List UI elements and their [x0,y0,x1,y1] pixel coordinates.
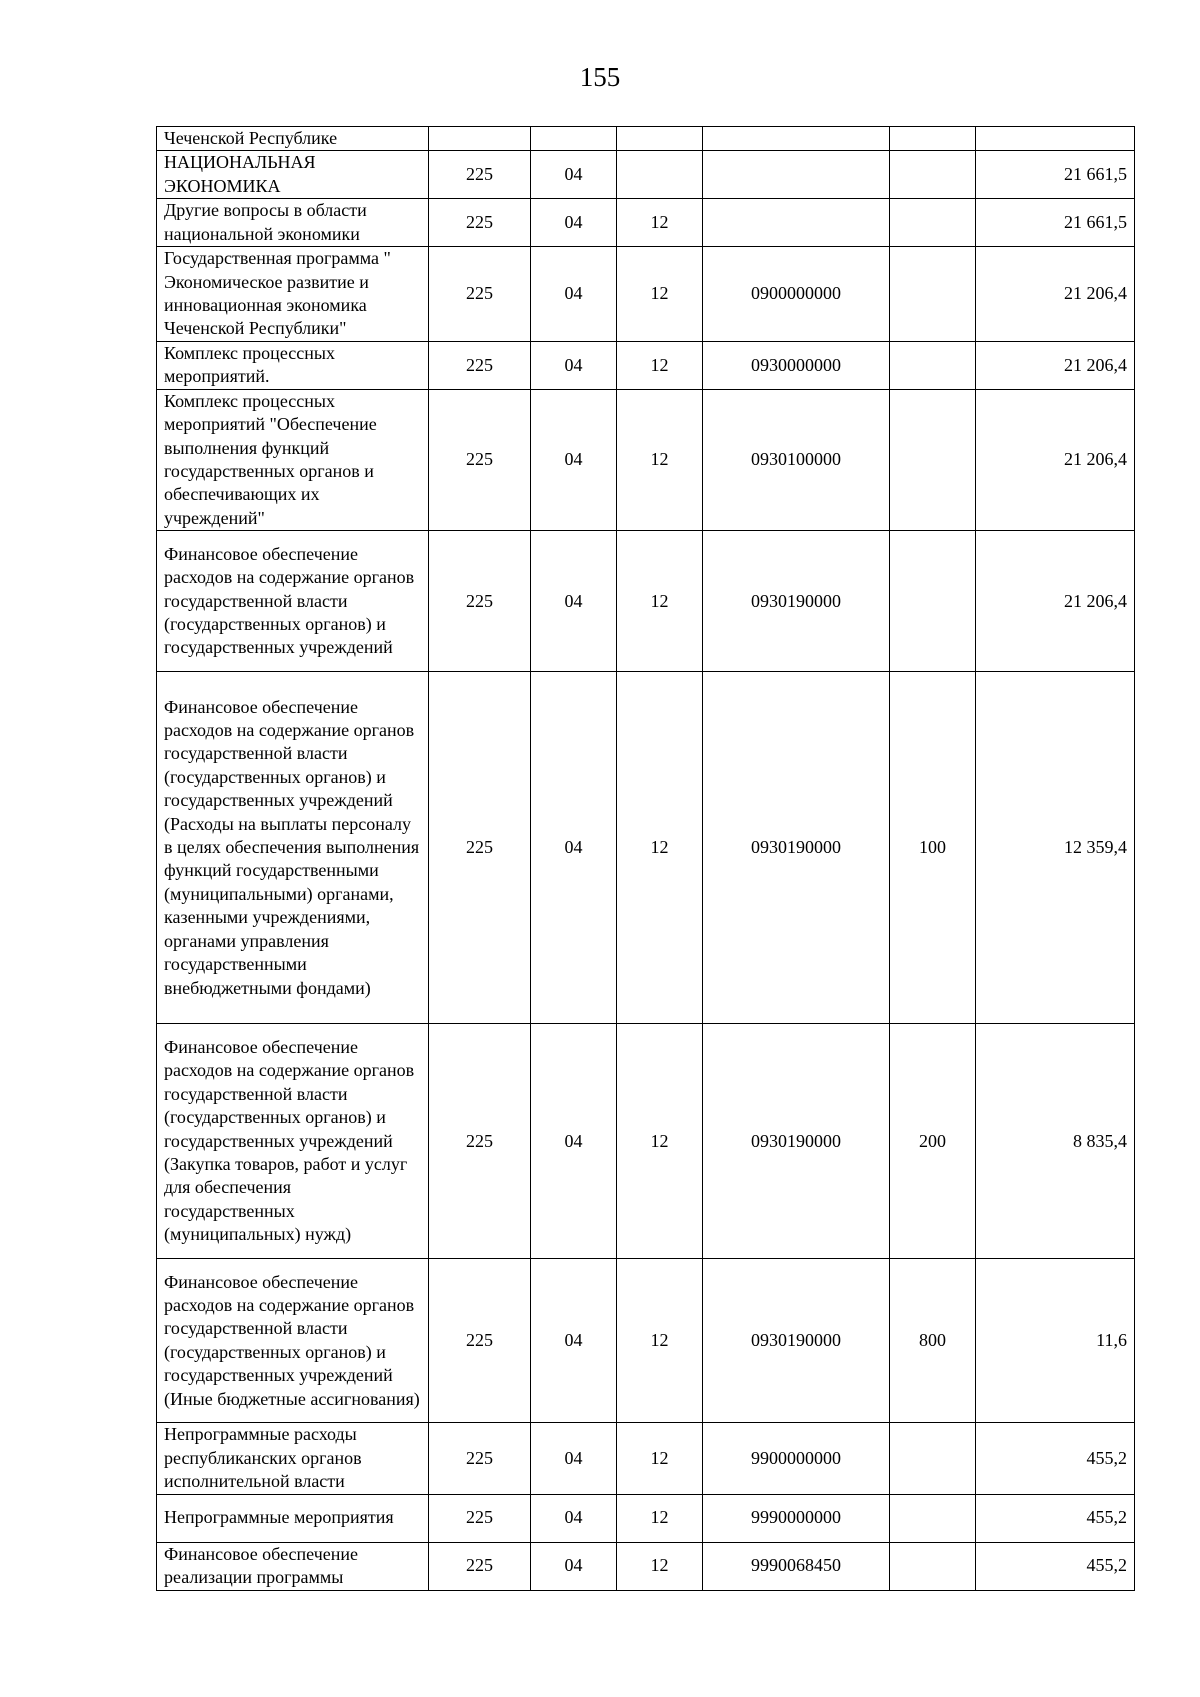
expense-type-code [890,389,976,530]
row-name: Финансовое обеспечение расходов на содержание органов государственной власти (государственных органов) и государственных учреждений (Расходы на выплаты персоналу в целях обеспечения выполнения функций государственными (муниципальными) органами, казенными учреждениями, органами управления государственными внебюджетными фондами) [157,672,429,1024]
subsection-code: 12 [617,672,703,1024]
row-name: НАЦИОНАЛЬНАЯ ЭКОНОМИКА [157,151,429,199]
expense-type-code: 200 [890,1024,976,1259]
grbs-code: 225 [429,672,531,1024]
grbs-code: 225 [429,341,531,389]
subsection-code: 12 [617,199,703,247]
expense-type-code [890,341,976,389]
table-row [157,1423,1135,1494]
target-article-code: 0930100000 [703,389,890,530]
table-row [157,151,1135,199]
section-code: 04 [531,672,617,1024]
target-article-code: 0930190000 [703,672,890,1024]
section-code: 04 [531,151,617,199]
row-name: Финансовое обеспечение расходов на содержание органов государственной власти (государственных органов) и государственных учреждений (Закупка товаров, работ и услуг для обеспечения государственных (муниципальных) нужд) [157,1024,429,1259]
grbs-code: 225 [429,1259,531,1423]
section-code: 04 [531,389,617,530]
table-row [157,672,1135,1024]
row-name: Комплекс процессных мероприятий. [157,341,429,389]
expense-type-code [890,199,976,247]
subsection-code: 12 [617,531,703,672]
expense-type-code: 100 [890,672,976,1024]
section-code: 04 [531,1423,617,1494]
subsection-code: 12 [617,1542,703,1590]
amount: 21 206,4 [976,531,1135,672]
section-code: 04 [531,531,617,672]
grbs-code: 225 [429,1423,531,1494]
row-name: Другие вопросы в области национальной экономики [157,199,429,247]
section-code: 04 [531,1259,617,1423]
subsection-code: 12 [617,341,703,389]
section-code: 04 [531,1494,617,1542]
section-code: 04 [531,199,617,247]
target-article-code: 9900000000 [703,1423,890,1494]
amount: 21 661,5 [976,151,1135,199]
expense-type-code [890,247,976,342]
amount: 8 835,4 [976,1024,1135,1259]
table-row [157,389,1135,530]
table-row [157,247,1135,342]
amount [976,127,1135,151]
subsection-code [617,127,703,151]
section-code: 04 [531,341,617,389]
target-article-code [703,151,890,199]
subsection-code: 12 [617,389,703,530]
expense-type-code: 800 [890,1259,976,1423]
amount: 21 661,5 [976,199,1135,247]
grbs-code: 225 [429,199,531,247]
subsection-code: 12 [617,1259,703,1423]
amount: 12 359,4 [976,672,1135,1024]
grbs-code [429,127,531,151]
subsection-code: 12 [617,1494,703,1542]
subsection-code: 12 [617,1024,703,1259]
target-article-code: 0930000000 [703,341,890,389]
row-name: Финансовое обеспечение расходов на содержание органов государственной власти (государственных органов) и государственных учреждений [157,531,429,672]
row-name: Финансовое обеспечение реализации программы [157,1542,429,1590]
grbs-code: 225 [429,1494,531,1542]
target-article-code [703,127,890,151]
table-row [157,531,1135,672]
target-article-code [703,199,890,247]
table-row [157,1542,1135,1590]
expense-type-code [890,1542,976,1590]
target-article-code: 0930190000 [703,531,890,672]
budget-table [156,126,1135,1591]
grbs-code: 225 [429,1024,531,1259]
subsection-code: 12 [617,1423,703,1494]
page-number: 155 [579,62,621,92]
amount: 455,2 [976,1494,1135,1542]
target-article-code: 9990000000 [703,1494,890,1542]
row-name: Непрограммные мероприятия [157,1494,429,1542]
target-article-code: 0930190000 [703,1024,890,1259]
row-name: Государственная программа " Экономическое развитие и инновационная экономика Чеченской Республики" [157,247,429,342]
amount: 455,2 [976,1542,1135,1590]
row-name: Непрограммные расходы республиканских органов исполнительной власти [157,1423,429,1494]
section-code [531,127,617,151]
grbs-code: 225 [429,1542,531,1590]
table-row [157,341,1135,389]
subsection-code: 12 [617,247,703,342]
grbs-code: 225 [429,151,531,199]
target-article-code: 0900000000 [703,247,890,342]
section-code: 04 [531,1542,617,1590]
amount: 21 206,4 [976,341,1135,389]
amount: 21 206,4 [976,389,1135,530]
amount: 455,2 [976,1423,1135,1494]
row-name: Комплекс процессных мероприятий "Обеспечение выполнения функций государственных органов и обеспечивающих их учреждений" [157,389,429,530]
section-code: 04 [531,247,617,342]
amount: 11,6 [976,1259,1135,1423]
section-code: 04 [531,1024,617,1259]
table-row [157,127,1135,151]
expense-type-code [890,1494,976,1542]
row-name: Финансовое обеспечение расходов на содержание органов государственной власти (государственных органов) и государственных учреждений (Иные бюджетные ассигнования) [157,1259,429,1423]
expense-type-code [890,1423,976,1494]
grbs-code: 225 [429,247,531,342]
target-article-code: 9990068450 [703,1542,890,1590]
amount: 21 206,4 [976,247,1135,342]
grbs-code: 225 [429,389,531,530]
target-article-code: 0930190000 [703,1259,890,1423]
table-row [157,1494,1135,1542]
table-row [157,1024,1135,1259]
expense-type-code [890,127,976,151]
subsection-code [617,151,703,199]
row-name: Чеченской Республике [157,127,429,151]
expense-type-code [890,531,976,672]
table-row [157,199,1135,247]
grbs-code: 225 [429,531,531,672]
expense-type-code [890,151,976,199]
table-row [157,1259,1135,1423]
